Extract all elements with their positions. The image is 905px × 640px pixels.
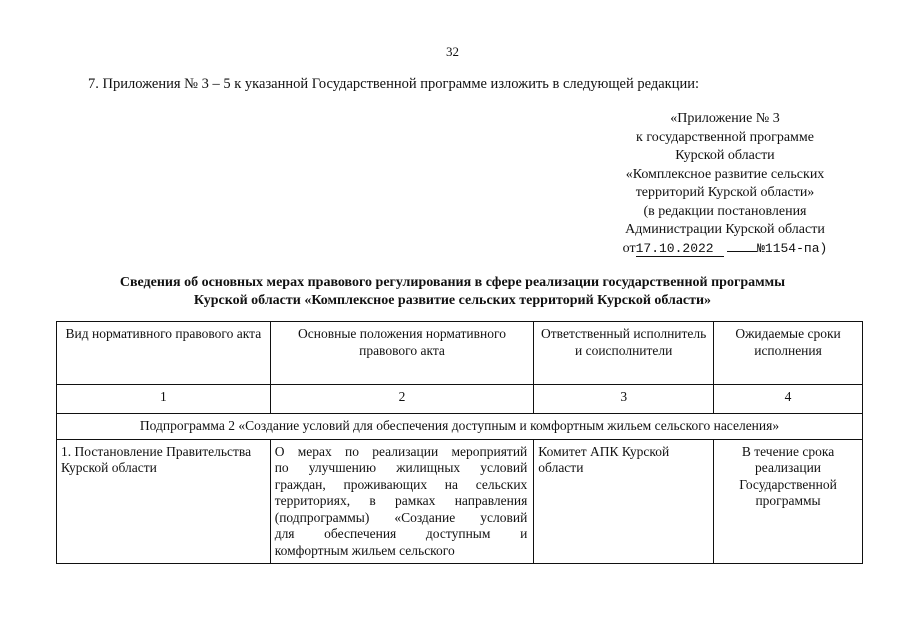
table-header-row: [57, 322, 863, 385]
column-number: 4: [714, 385, 863, 414]
table-row: [57, 439, 863, 564]
provisions-line: О мерах по реализации мероприятий: [274, 443, 528, 459]
subprogram-row: [57, 414, 863, 440]
provisions-line: комфортным жильем сельского: [274, 542, 455, 558]
appendix-line: (в редакции постановления: [643, 203, 807, 219]
appendix-date-line: [590, 240, 860, 259]
page-number: 32: [446, 44, 459, 59]
decree-number: №1154-па: [757, 240, 820, 256]
date-prefix: от: [622, 240, 636, 256]
provisions-line: (подпрограммы) «Создание условий: [274, 509, 528, 525]
provisions-line: граждан, проживающих на сельских: [274, 476, 528, 492]
appendix-line: Курской области: [675, 148, 775, 163]
column-number: 1: [57, 385, 271, 414]
closing-paren: ): [819, 240, 828, 256]
appendix-line: к государственной программе: [636, 129, 814, 145]
header-cell: Ожидаемые сроки исполнения: [714, 322, 863, 385]
executor-cell: Комитет АПК Курской области: [534, 439, 714, 564]
provisions-line: по улучшению жилищных условий: [274, 460, 528, 475]
regulation-table: [56, 321, 863, 564]
table-heading: [40, 274, 865, 310]
provisions-cell: [270, 439, 534, 564]
subprogram-title: Подпрограмма 2 «Создание условий для обеспечения доступным и комфортным жильем сельского населения»: [57, 414, 863, 440]
intro-paragraph: 7. Приложения № 3 – 5 к указанной Государственной программе изложить в следующей редакции:: [88, 76, 700, 92]
column-number-row: [57, 385, 863, 414]
column-number: 3: [534, 385, 714, 414]
heading-line: Сведения об основных мерах правового регулирования в сфере реализации государственной программы: [119, 275, 786, 290]
decree-date: 17.10.2022: [636, 242, 724, 257]
provisions-line: для обеспечения доступным и: [274, 526, 528, 541]
appendix-line: Администрации Курской области: [625, 222, 825, 237]
appendix-line: территорий Курской области»: [635, 185, 815, 200]
provisions-line: территориях, в рамках направления: [274, 493, 528, 508]
heading-line: Курской области «Комплексное развитие сельских территорий Курской области»: [193, 293, 712, 308]
header-cell: Ответственный исполнитель и соисполнители: [534, 322, 714, 385]
column-number: 2: [270, 385, 534, 414]
appendix-block: [590, 110, 860, 258]
date-underline-gap: [727, 251, 757, 252]
header-cell: Основные положения нормативного правового акта: [270, 322, 534, 385]
appendix-line: «Комплексное развитие сельских: [625, 166, 825, 182]
deadline-cell: В течение срока реализации Государственной программы: [714, 439, 863, 564]
appendix-line: «Приложение № 3: [670, 111, 780, 126]
act-type-cell: 1. Постановление Правительства Курской области: [57, 439, 271, 564]
header-cell: Вид нормативного правового акта: [57, 322, 271, 385]
